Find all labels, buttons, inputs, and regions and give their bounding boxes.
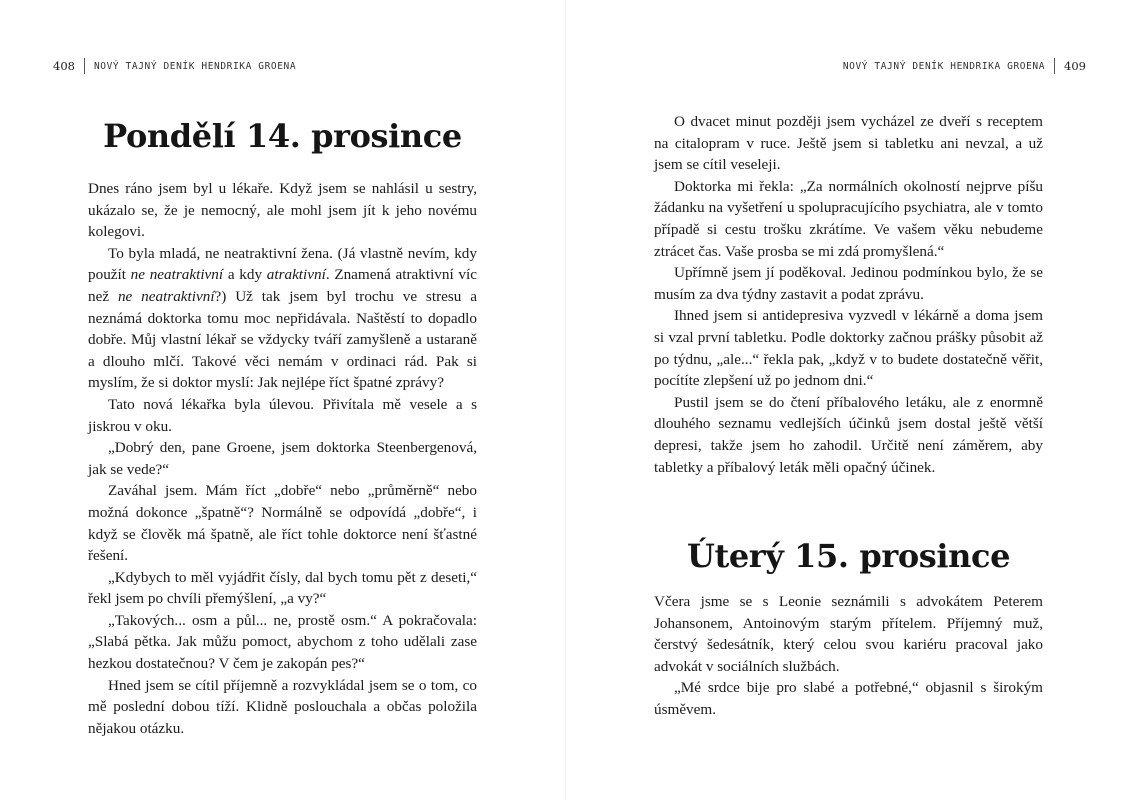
running-title: NOVÝ TAJNÝ DENÍK HENDRIKA GROENA xyxy=(842,60,1046,72)
text-run: a kdy xyxy=(223,266,267,284)
header-divider xyxy=(84,58,85,74)
paragraph: „Mé srdce bije pro slabé a potřebné,“ objasnil s širokým úsměvem. xyxy=(654,679,1043,719)
italic-run: ne neatraktivní xyxy=(117,287,215,305)
paragraph: „Takových... osm a půl... ne, prostě osm.“ A pokračovala: „Slabá pětka. Jak můžu pomoct, abychom z toho udělali zase hezkou dostatečnou? V čem je zakopán pes?“ xyxy=(88,611,477,673)
paragraph: Hned jsem se cítil příjemně a rozvykládal jsem se o tom, co mě poslední dobou tíží. Klidně poslouchala a občas položila nějakou otázku. xyxy=(88,676,477,737)
paragraph: Upřímně jsem jí poděkoval. Jedinou podmínkou bylo, že se musím za dva týdny zastavit a podat zprávu. xyxy=(654,264,1043,303)
running-header-left xyxy=(53,58,296,74)
chapter-title: Pondělí 14. prosince xyxy=(103,117,462,155)
running-title: NOVÝ TAJNÝ DENÍK HENDRIKA GROENA xyxy=(93,60,297,72)
paragraph: Ihned jsem si antidepresiva vyzvedl v lékárně a doma jsem si vzal první tabletku. Podle doktorky začnou prášky působit až po týdnu, „ale...“ řekla pak, „když v to budete dostatečně věřit, pocítíte zlepšení už po jednom dni.“ xyxy=(654,307,1043,390)
italic-run: ne neatraktivní xyxy=(130,266,224,284)
running-header-right xyxy=(843,58,1086,74)
paragraph xyxy=(88,243,477,394)
body-text xyxy=(654,111,1043,721)
paragraph: Pustil jsem se do čtení příbalového letáku, ale z enormně dlouhého seznamu vedlejších účinků jsem dostal ještě větší depresi, takže jsem ho zahodil. Určitě není záměrem, aby tabletky a příbalový leták měli opačný účinek. xyxy=(654,393,1043,476)
paragraph: Dnes ráno jsem byl u lékaře. Když jsem se nahlásil u sestry, ukázalo se, že je nemocný, ale mohl jsem jít k jeho novému kolegovi. xyxy=(88,180,477,241)
left-page xyxy=(0,0,565,800)
paragraph: Včera jsme se s Leonie seznámili s advokátem Peterem Johansonem, Antoinovým starým přítelem. Příjemný muž, čerstvý šedesátník, který celou svou kariéru pracoval jako advokát v sociálních službách. xyxy=(654,593,1043,675)
right-page xyxy=(566,0,1131,800)
paragraph: Doktorka mi řekla: „Za normálních okolností nejprve píšu žádanku na vyšetření u spolupracujícího psychiatra, ale v tomto případě si cestu trošku zkrátíme. Ve vašem věku nebudeme ztrácet čas. Vaše prosba se mi zdá promyšlená.“ xyxy=(654,177,1043,260)
text-run: To byla mladá, ne neatraktivní žena. (Já vlastně nevím, kdy použít xyxy=(88,244,477,284)
paragraph: „Kdybych to měl vyjádřit čísly, dal bych tomu pět z deseti,“ řekl jsem po chvíli přemýšlení, „a vy?“ xyxy=(88,568,477,608)
header-divider xyxy=(1054,58,1055,74)
paragraph: Tato nová lékařka byla úlevou. Přivítala mě vesele a s jiskrou v oku. xyxy=(88,395,477,435)
paragraph: O dvacet minut později jsem vycházel ze dveří s receptem na citalopram v ruce. Ještě jsem si tabletku ani nevzal, a už jsem se cítil veseleji. xyxy=(654,113,1043,174)
paragraph: Zaváhal jsem. Mám říct „dobře“ nebo „průměrně“ nebo možná dokonce „špatně“? Normálně se odpovídá „dobře“, i když se člověk má špatně, ale říct tohle doktorce není šťastné řešení. xyxy=(88,482,477,565)
text-run: . Znamená atraktivní víc než xyxy=(88,266,477,305)
page-number: 408 xyxy=(53,59,75,73)
page-number: 409 xyxy=(1064,59,1086,73)
body-text xyxy=(88,178,477,739)
paragraph: „Dobrý den, pane Groene, jsem doktorka Steenbergenová, jak se vede?“ xyxy=(88,439,477,478)
italic-run: atraktivní xyxy=(266,266,326,284)
chapter-title: Úterý 15. prosince xyxy=(686,537,1011,576)
text-run: ?) Už tak jsem byl trochu ve stresu a neznámá doktorka tomu moc nepřidávala. Naštěstí to dopadlo dobře. Můj vlastní lékař se vždycky tváří zamyšleně a ustaraně a dlouho mlčí. Takové věci nemám v ordinaci rád. Pak si myslím, že si doktor myslí: Jak nejlépe říct špatné zprávy? xyxy=(88,287,477,392)
